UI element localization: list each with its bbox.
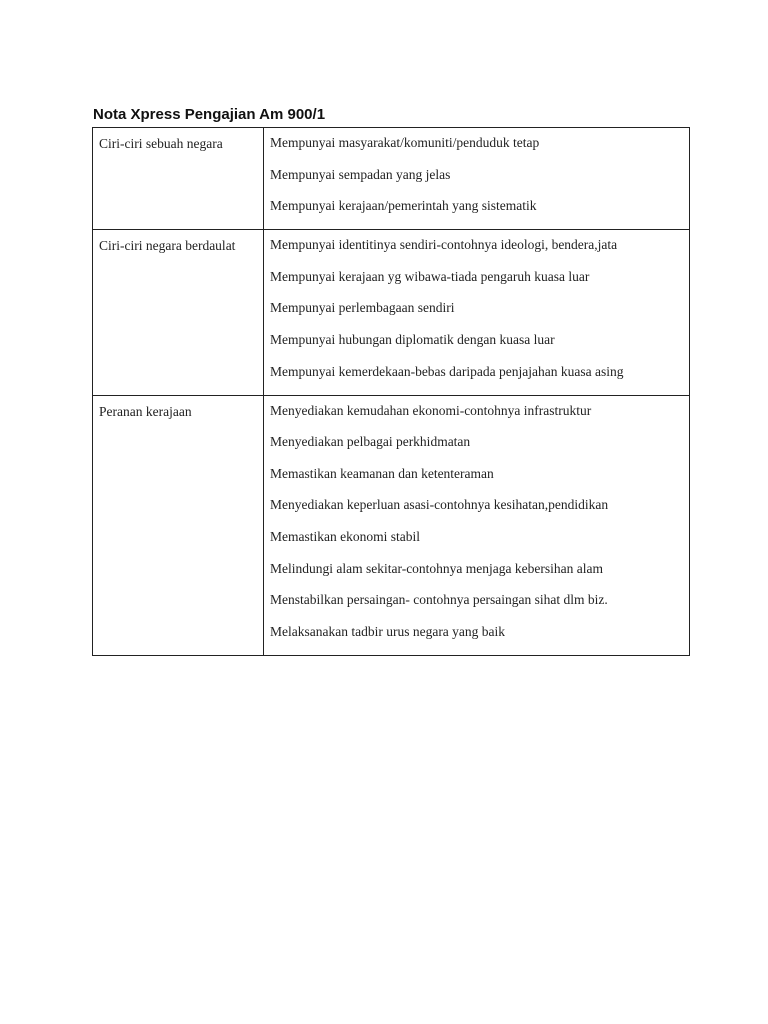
list-item: Menstabilkan persaingan- contohnya persaingan sihat dlm biz. (270, 592, 608, 608)
list-item: Melindungi alam sekitar-contohnya menjaga kebersihan alam (270, 560, 603, 576)
list-item: Menyediakan kemudahan ekonomi-contohnya infrastruktur (270, 402, 592, 418)
list-item: Memastikan keamanan dan ketenteraman (270, 465, 494, 481)
items-cell (264, 395, 690, 655)
table-row (93, 128, 690, 230)
category-cell: Ciri-ciri negara berdaulat (93, 230, 264, 395)
items-cell (264, 128, 690, 230)
list-item: Mempunyai perlembagaan sendiri (270, 300, 455, 316)
list-item: Mempunyai kerajaan/pemerintah yang sistematik (270, 198, 537, 214)
list-item: Mempunyai hubungan diplomatik dengan kuasa luar (270, 331, 555, 347)
list-item: Menyediakan pelbagai perkhidmatan (270, 434, 471, 450)
table-row (93, 230, 690, 395)
page-title: Nota Xpress Pengajian Am 900/1 (93, 106, 326, 123)
list-item: Menyediakan keperluan asasi-contohnya kesihatan,pendidikan (270, 497, 609, 513)
list-item: Melaksanakan tadbir urus negara yang baik (270, 623, 506, 639)
items-cell (264, 230, 690, 395)
list-item: Mempunyai masyarakat/komuniti/penduduk tetap (270, 135, 540, 150)
list-item: Mempunyai kemerdekaan-bebas daripada penjajahan kuasa asing (270, 363, 624, 379)
category-cell: Ciri-ciri sebuah negara (93, 128, 264, 230)
list-item: Mempunyai kerajaan yg wibawa-tiada pengaruh kuasa luar (270, 268, 590, 284)
list-item: Mempunyai identitinya sendiri-contohnya ideologi, bendera,jata (270, 237, 618, 253)
list-item: Memastikan ekonomi stabil (270, 528, 420, 544)
category-cell: Peranan kerajaan (93, 395, 264, 655)
table-row (93, 395, 690, 655)
notes-table (92, 127, 690, 656)
list-item: Mempunyai sempadan yang jelas (270, 166, 451, 182)
